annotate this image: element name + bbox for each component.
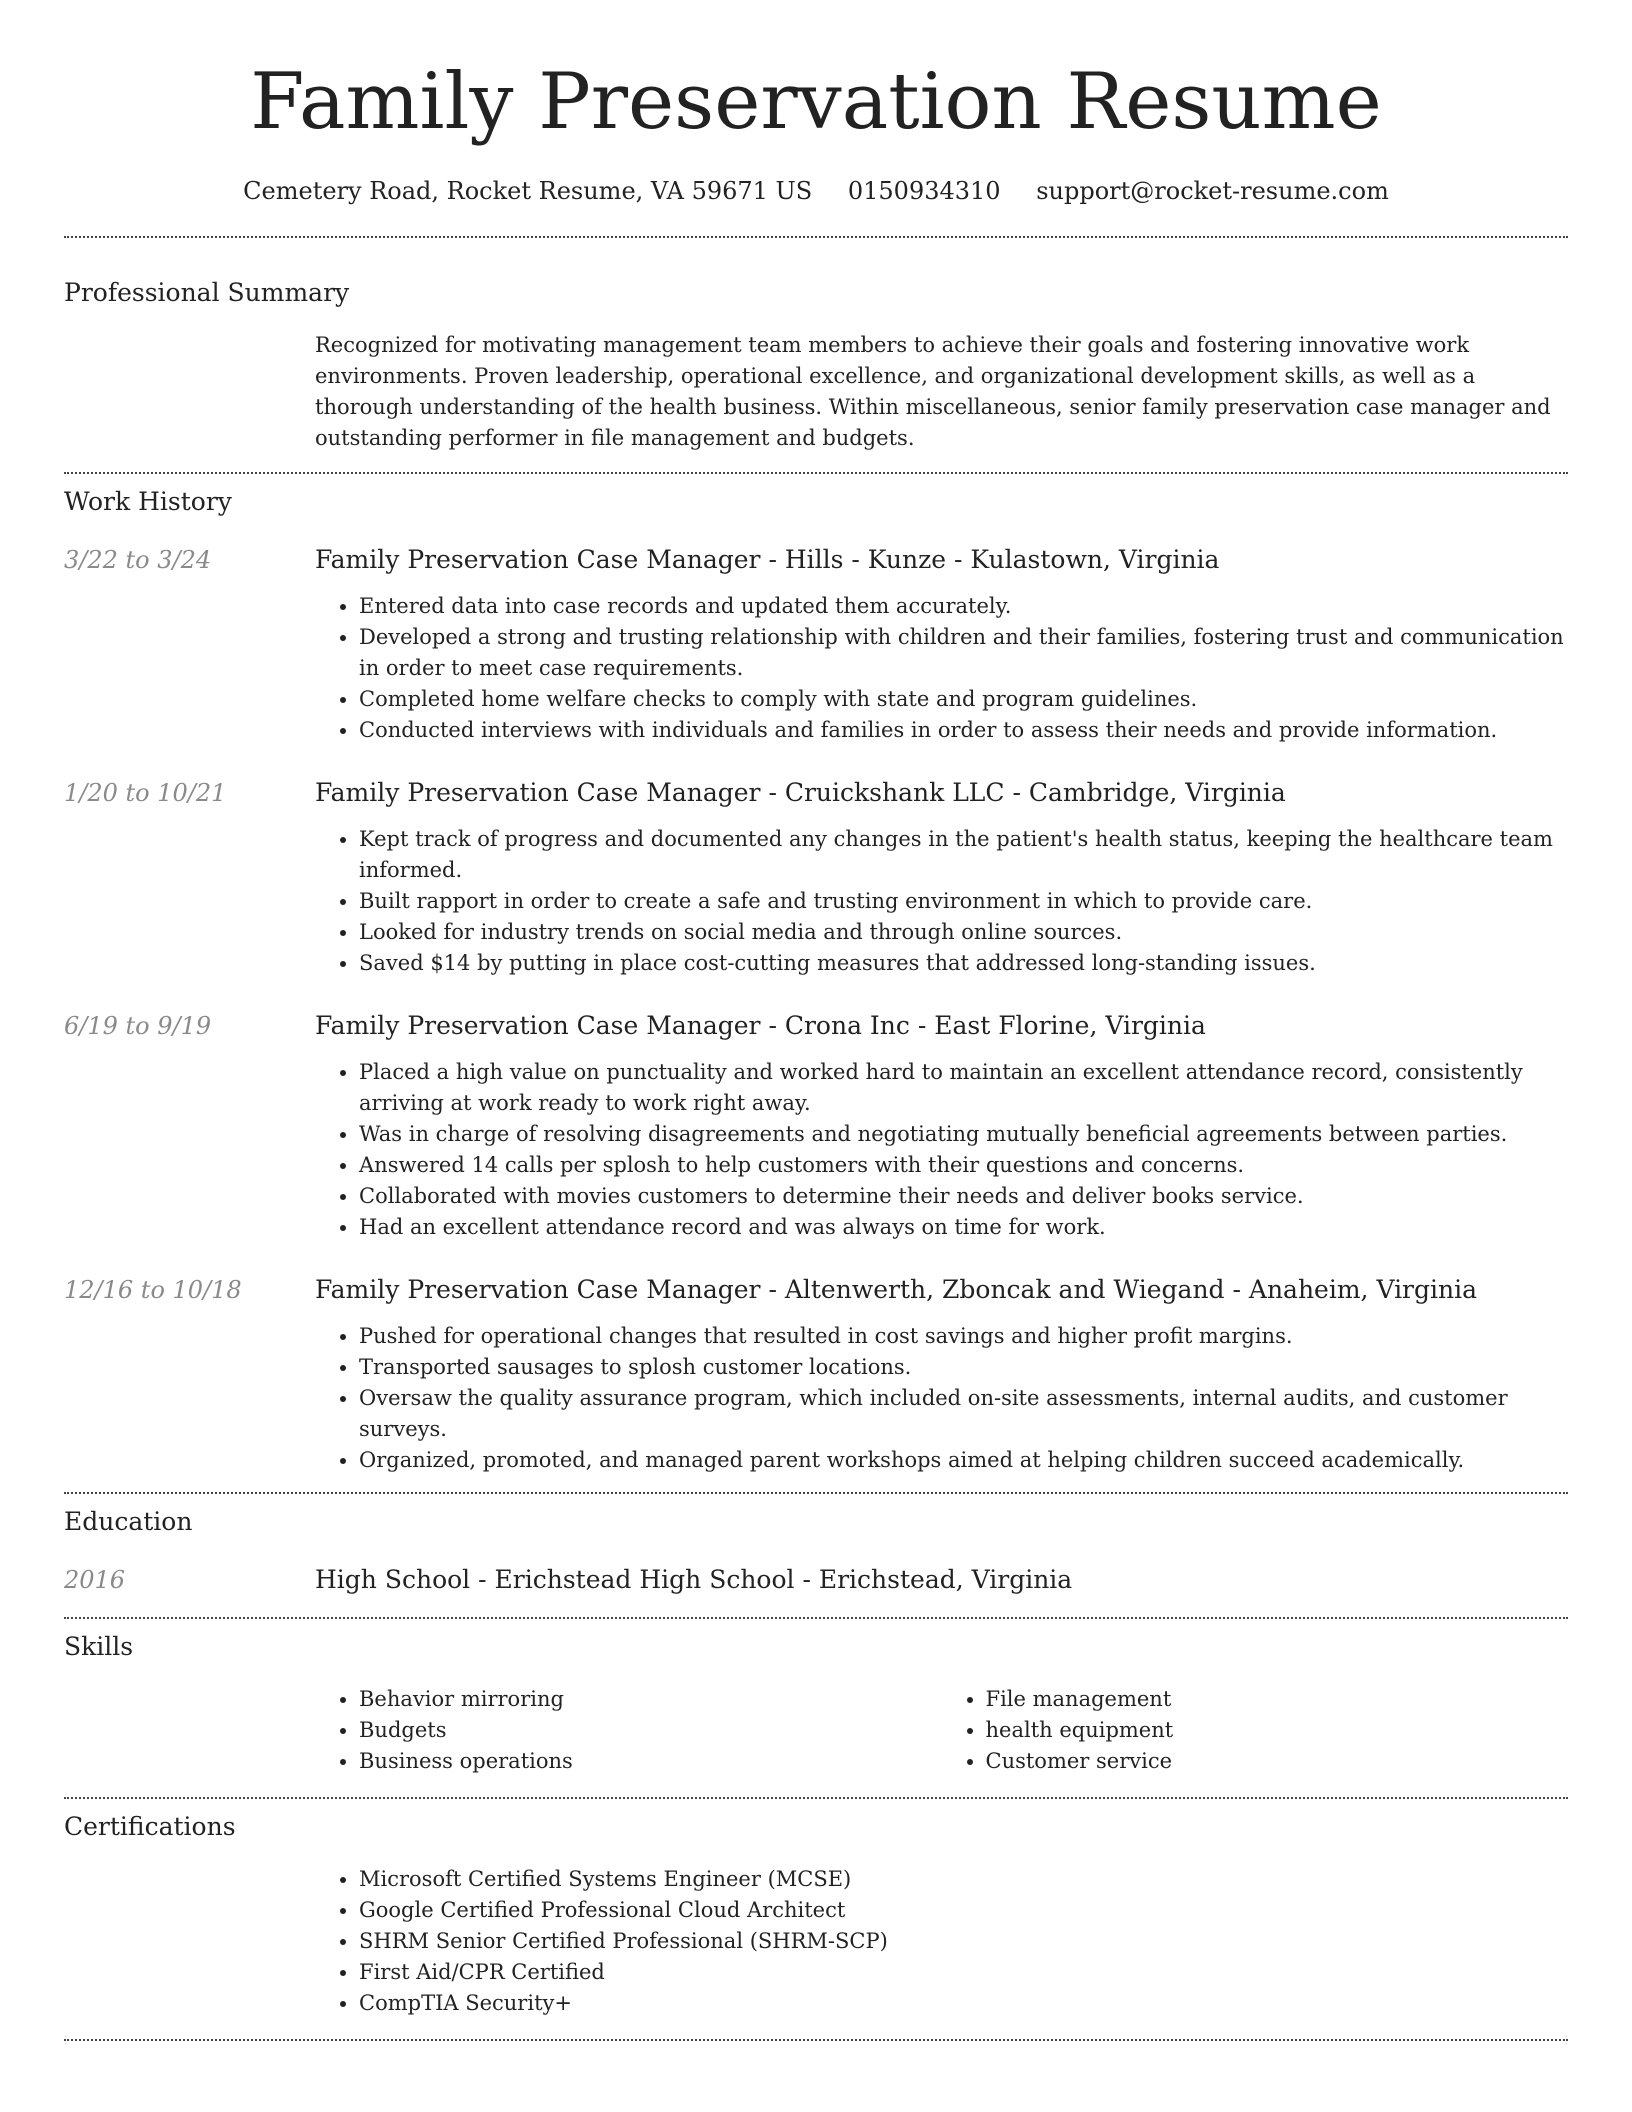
- job-dates: 12/16 to 10/18: [64, 1276, 242, 1304]
- list-item: • Saved $14 by putting in place cost-cutting measures that addressed long-standing issues.: [359, 948, 1568, 979]
- list-item: • First Aid/CPR Certified: [359, 1957, 1568, 1988]
- list-item: • SHRM Senior Certified Professional (SHRM-SCP): [359, 1926, 1568, 1957]
- list-item: • CompTIA Security+: [359, 1988, 1568, 2019]
- list-item: • Kept track of progress and documented any changes in the patient's health status, keeping the healthcare team informed.: [359, 824, 1568, 886]
- summary-row: [64, 330, 1568, 454]
- section-heading-certifications: Certifications: [64, 1812, 236, 1841]
- email: support@rocket-resume.com: [1036, 177, 1389, 205]
- list-item: • Pushed for operational changes that resulted in cost savings and higher profit margins.: [359, 1321, 1568, 1352]
- certifications-list: [315, 1864, 1568, 2019]
- job-title: Family Preservation Case Manager - Cruickshank LLC - Cambridge, Virginia: [315, 778, 1286, 807]
- job-title: Family Preservation Case Manager - Altenwerth, Zboncak and Wiegand - Anaheim, Virginia: [315, 1275, 1478, 1304]
- certifications-row: [64, 1864, 1568, 2019]
- list-item: • Conducted interviews with individuals and families in order to assess their needs and provide information.: [359, 715, 1568, 746]
- list-item: • Entered data into case records and updated them accurately.: [359, 591, 1568, 622]
- list-item: • Budgets: [359, 1715, 942, 1746]
- list-item: • health equipment: [986, 1715, 1569, 1746]
- section-heading-education: Education: [64, 1507, 193, 1536]
- divider: [64, 1797, 1568, 1799]
- job-dates: 3/22 to 3/24: [64, 546, 212, 574]
- list-item: • Collaborated with movies customers to determine their needs and deliver books service.: [359, 1181, 1568, 1212]
- divider: [64, 472, 1568, 474]
- skills-row: [64, 1684, 1568, 1777]
- divider: [64, 1492, 1568, 1494]
- job-bullets: [315, 591, 1568, 746]
- list-item: • Transported sausages to splosh customer locations.: [359, 1352, 1568, 1383]
- list-item: • Organized, promoted, and managed parent workshops aimed at helping children succeed academically.: [359, 1445, 1568, 1476]
- resume-page: [64, 0, 1568, 2041]
- contact-line: [64, 174, 1568, 208]
- section-heading-summary: Professional Summary: [64, 278, 350, 307]
- job-bullets: [315, 824, 1568, 979]
- address: Cemetery Road, Rocket Resume, VA 59671 US: [243, 177, 813, 205]
- list-item: • Developed a strong and trusting relationship with children and their families, fostering trust and communication in order to meet case requirements.: [359, 622, 1568, 684]
- job-bullets: [315, 1057, 1568, 1243]
- divider: [64, 1617, 1568, 1619]
- skills-list: [315, 1684, 942, 1777]
- education-year: 2016: [64, 1566, 126, 1594]
- list-item: • Microsoft Certified Systems Engineer (MCSE): [359, 1864, 1568, 1895]
- section-heading-work: Work History: [64, 487, 232, 516]
- list-item: • Completed home welfare checks to comply with state and program guidelines.: [359, 684, 1568, 715]
- list-item: • Behavior mirroring: [359, 1684, 942, 1715]
- job-dates: 1/20 to 10/21: [64, 779, 227, 807]
- summary-text: Recognized for motivating management team members to achieve their goals and fostering innovative work environments. Proven leadership, operational excellence, and organizational development skills, as well as a thorough understanding of the health business. Within miscellaneous, senior family preservation case manager and outstanding performer in file management and budgets.: [315, 333, 1551, 450]
- section-heading-skills: Skills: [64, 1632, 134, 1661]
- job-title: Family Preservation Case Manager - Hills - Kunze - Kulastown, Virginia: [315, 545, 1220, 574]
- list-item: • Customer service: [986, 1746, 1569, 1777]
- list-item: • Built rapport in order to create a safe and trusting environment in which to provide care.: [359, 886, 1568, 917]
- phone: 0150934310: [847, 177, 1001, 205]
- list-item: • Placed a high value on punctuality and worked hard to maintain an excellent attendance record, consistently arriving at work ready to work right away.: [359, 1057, 1568, 1119]
- skills-list: [942, 1684, 1569, 1777]
- page-title: Family Preservation Resume: [250, 57, 1382, 147]
- job-dates: 6/19 to 9/19: [64, 1012, 212, 1040]
- list-item: • Had an excellent attendance record and was always on time for work.: [359, 1212, 1568, 1243]
- list-item: • Was in charge of resolving disagreements and negotiating mutually beneficial agreements between parties.: [359, 1119, 1568, 1150]
- job-entry: [64, 543, 1568, 746]
- list-item: • Looked for industry trends on social media and through online sources.: [359, 917, 1568, 948]
- education-title: High School - Erichstead High School - Erichstead, Virginia: [315, 1565, 1073, 1594]
- list-item: • Answered 14 calls per splosh to help customers with their questions and concerns.: [359, 1150, 1568, 1181]
- job-bullets: [315, 1321, 1568, 1476]
- job-entry: [64, 1009, 1568, 1243]
- list-item: • Oversaw the quality assurance program, which included on-site assessments, internal audits, and customer surveys.: [359, 1383, 1568, 1445]
- job-entry: [64, 776, 1568, 979]
- education-entry: [64, 1563, 1568, 1597]
- job-title: Family Preservation Case Manager - Crona Inc - East Florine, Virginia: [315, 1011, 1206, 1040]
- divider: [64, 236, 1568, 238]
- divider: [64, 2039, 1568, 2041]
- list-item: • Business operations: [359, 1746, 942, 1777]
- list-item: • Google Certified Professional Cloud Architect: [359, 1895, 1568, 1926]
- job-entry: [64, 1273, 1568, 1476]
- list-item: • File management: [986, 1684, 1569, 1715]
